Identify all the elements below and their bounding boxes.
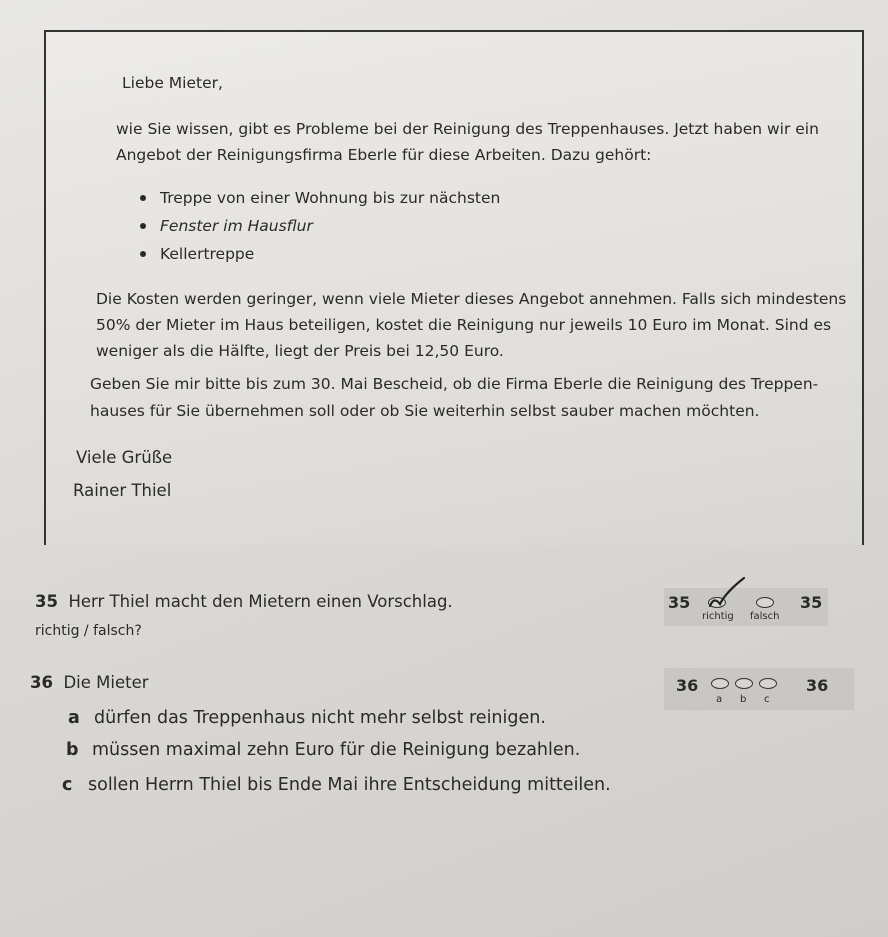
option-c: [62, 775, 611, 795]
label-a: a: [716, 694, 723, 705]
intro-line: wie Sie wissen, gibt es Probleme bei der Reinigung des Treppenhauses. Jetzt haben wir ein: [116, 120, 819, 138]
option-letter: c: [62, 775, 73, 795]
request-line: Geben Sie mir bitte bis zum 30. Mai Bescheid, ob die Firma Eberle die Reinigung des Treppen-: [90, 375, 819, 393]
label-c: c: [764, 694, 770, 705]
cleaning-items-list: [140, 184, 500, 268]
label-falsch: falsch: [750, 611, 780, 622]
list-item: Fenster im Hausflur: [140, 212, 500, 240]
option-text: sollen Herrn Thiel bis Ende Mai ihre Entscheidung mitteilen.: [88, 775, 611, 795]
option-text: müssen maximal zehn Euro für die Reinigung bezahlen.: [92, 740, 581, 760]
option-a: [68, 708, 546, 728]
label-richtig: richtig: [702, 611, 734, 622]
question-stem: Die Mieter: [63, 673, 149, 692]
answer-bubble-b[interactable]: [735, 678, 753, 689]
letter-signature: Rainer Thiel: [73, 481, 172, 500]
question-35: [35, 592, 453, 611]
letter-intro: [116, 116, 819, 168]
cost-line: 50% der Mieter im Haus beteiligen, kostet die Reinigung nur jeweils 10 Euro im Monat. Sind es: [96, 316, 832, 334]
letter-greeting: Liebe Mieter,: [122, 74, 223, 92]
option-letter: b: [66, 740, 79, 760]
list-item: Treppe von einer Wohnung bis zur nächsten: [140, 184, 500, 212]
letter-request-paragraph: [90, 371, 818, 425]
label-b: b: [740, 694, 747, 705]
letter-closing: Viele Grüße: [76, 448, 173, 467]
answer-number-left: 36: [676, 676, 699, 695]
question-statement: Herr Thiel macht den Mietern einen Vorschlag.: [68, 592, 453, 611]
request-line: hauses für Sie übernehmen soll oder ob Sie weiterhin selbst sauber machen möchten.: [90, 402, 760, 420]
answer-bubble-falsch[interactable]: [756, 597, 774, 608]
pen-check-mark: [700, 572, 752, 616]
answer-number-right: 35: [800, 593, 823, 612]
question-35-subtext: richtig / falsch?: [35, 623, 142, 639]
answer-bubble-a[interactable]: [711, 678, 729, 689]
cost-line: weniger als die Hälfte, liegt der Preis bei 12,50 Euro.: [96, 342, 504, 360]
option-text: dürfen das Treppenhaus nicht mehr selbst reinigen.: [94, 708, 546, 728]
option-b: [66, 740, 580, 760]
question-number: 35: [35, 592, 58, 611]
list-item: Kellertreppe: [140, 240, 500, 268]
option-letter: a: [68, 708, 80, 728]
answer-number-left: 35: [668, 593, 691, 612]
cost-line: Die Kosten werden geringer, wenn viele Mieter dieses Angebot annehmen. Falls sich mindestens: [96, 290, 847, 308]
intro-line: Angebot der Reinigungsfirma Eberle für diese Arbeiten. Dazu gehört:: [116, 146, 652, 164]
question-number: 36: [30, 673, 53, 692]
letter-cost-paragraph: [96, 286, 846, 364]
question-36: [30, 673, 149, 692]
answer-number-right: 36: [806, 676, 829, 695]
answer-bubble-c[interactable]: [759, 678, 777, 689]
